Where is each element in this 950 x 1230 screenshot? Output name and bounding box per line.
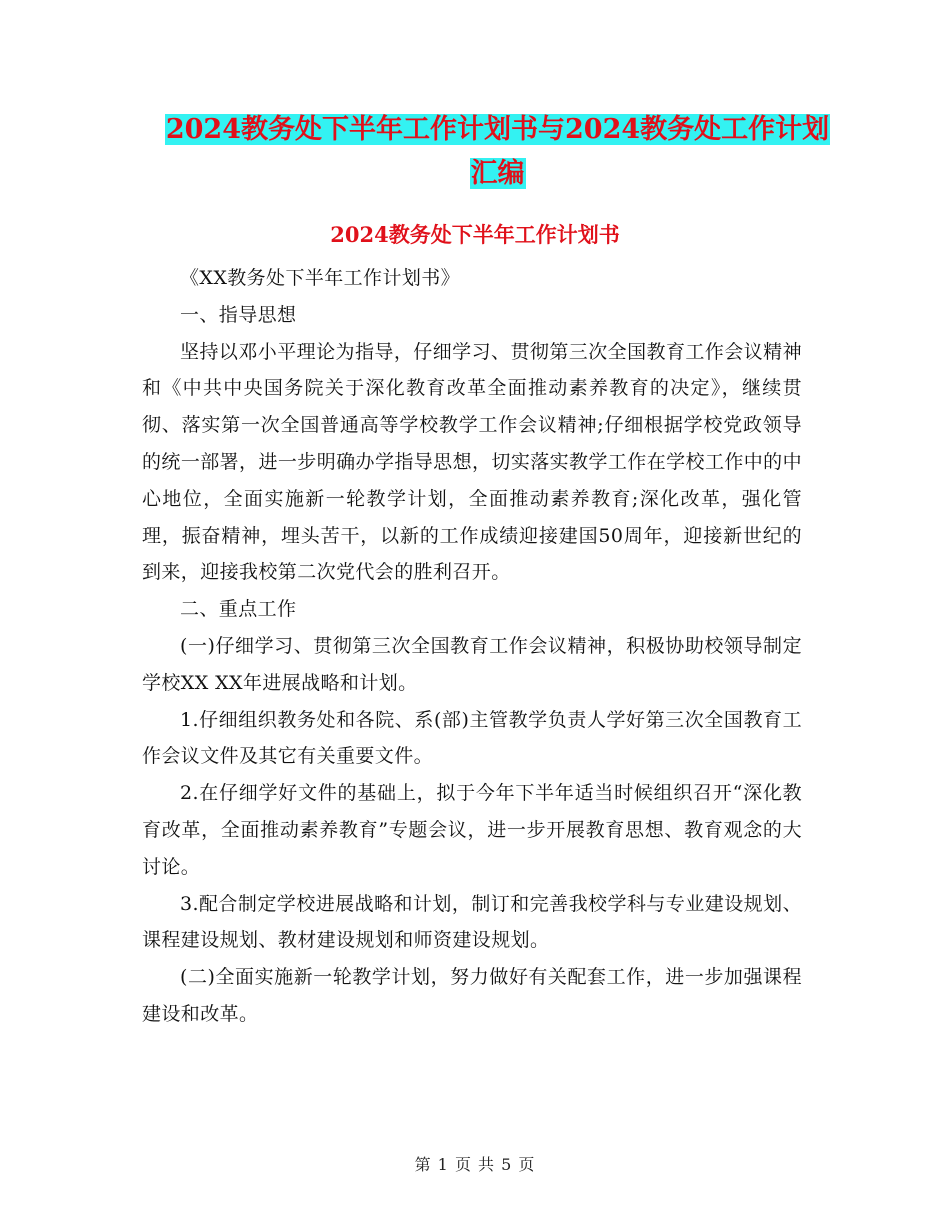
document-body	[142, 260, 802, 1033]
paragraph: 1.仔细组织教务处和各院、系(部)主管教学负责人学好第三次全国教育工作会议文件及其它有关重要文件。	[142, 708, 802, 768]
document-title-line-2: 汇编	[470, 158, 525, 189]
paragraph: (一)仔细学习、贯彻第三次全国教育工作会议精神，积极协助校领导制定学校XX XX年进展战略和计划。	[142, 634, 802, 694]
paragraph: 坚持以邓小平理论为指导，仔细学习、贯彻第三次全国教育工作会议精神和《中共中央国务院关于深化教育改革全面推动素养教育的决定》，继续贯彻、落实第一次全国普通高等学校教学工作会议精神;仔细根据学校党政领导的统一部署，进一步明确办学指导思想，切实落实教学工作在学校工作中的中心地位，全面实施新一轮教学计划，全面推动素养教育;深化改革，强化管理，振奋精神，埋头苦干，以新的工作成绩迎接建国50周年，迎接新世纪的到来，迎接我校第二次党代会的胜利召开。	[142, 340, 802, 584]
page-footer: 第 1 页 共 5 页	[414, 1155, 536, 1174]
section-title: 2024教务处下半年工作计划书	[330, 222, 620, 247]
document-title	[130, 108, 865, 196]
paragraph: (二)全面实施新一轮教学计划，努力做好有关配套工作，进一步加强课程建设和改革。	[142, 966, 802, 1025]
paragraph: 3.配合制定学校进展战略和计划，制订和完善我校学科与专业建设规划、课程建设规划、教材建设规划和师资建设规划。	[142, 892, 802, 952]
paragraph: 二、重点工作	[180, 598, 297, 621]
document-title-line-1: 2024教务处下半年工作计划书与2024教务处工作计划	[165, 114, 830, 145]
paragraph: 2.在仔细学好文件的基础上，拟于今年下半年适当时候组织召开“深化教育改革，全面推动素养教育”专题会议，进一步开展教育思想、教育观念的大讨论。	[142, 782, 802, 878]
paragraph: 《XX教务处下半年工作计划书》	[180, 267, 461, 289]
paragraph: 一、指导思想	[180, 303, 297, 326]
